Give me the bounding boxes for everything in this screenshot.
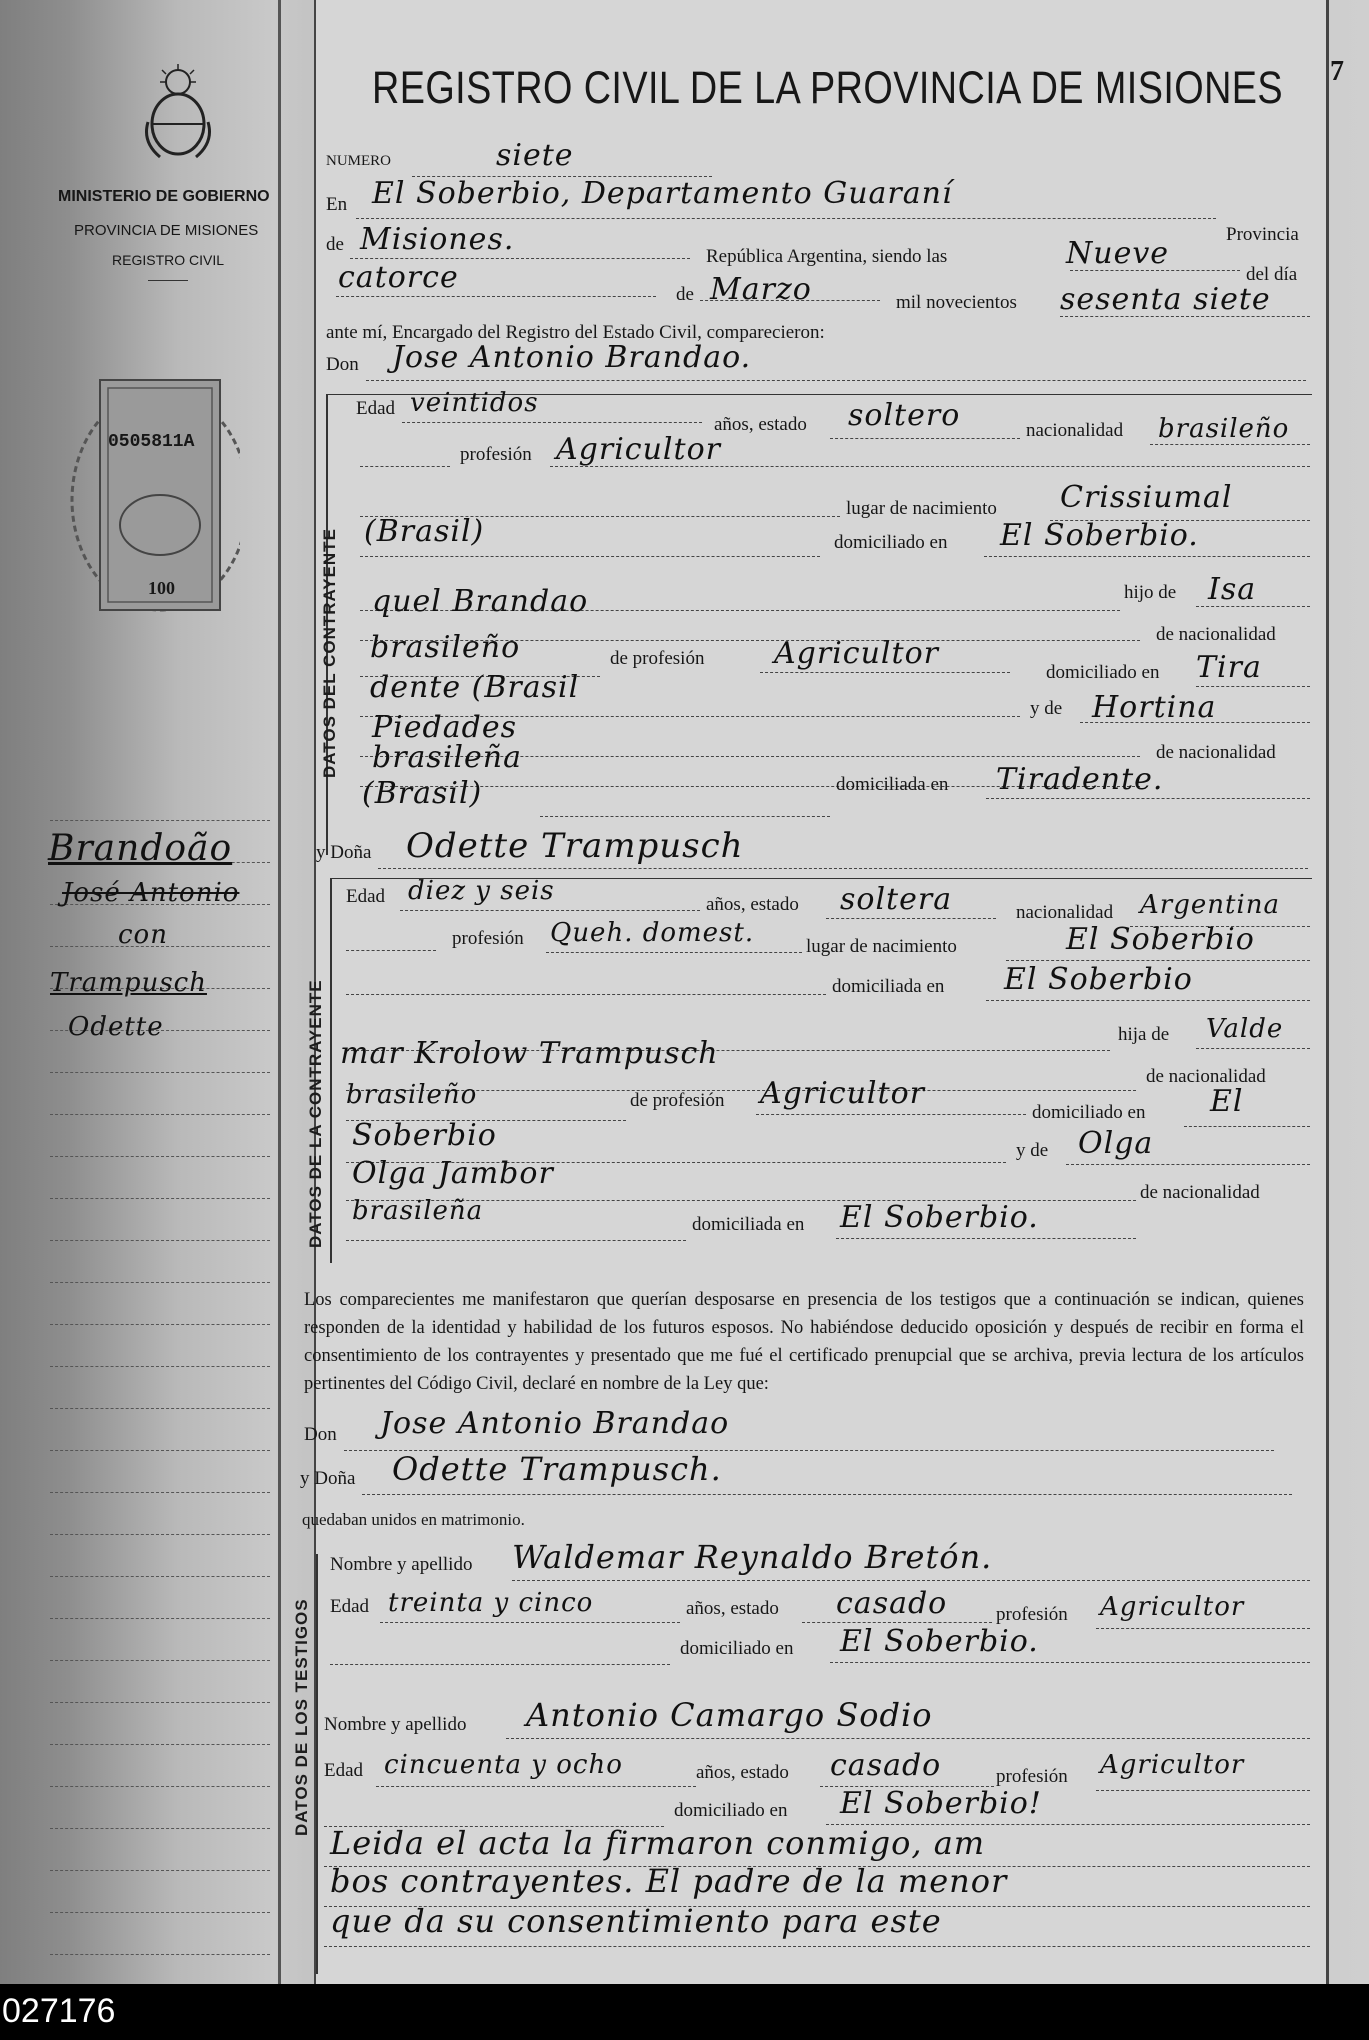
f-prof-label: profesión bbox=[452, 928, 524, 949]
numero-label: NUMERO bbox=[326, 153, 392, 169]
c-madre-nac-value: brasileña bbox=[372, 740, 522, 775]
ministry-label: MINISTERIO DE GOBIERNO bbox=[58, 188, 270, 205]
c-estado-label: años, estado bbox=[714, 414, 807, 435]
contrayente-section-title: DATOS DEL CONTRAYENTE bbox=[320, 528, 339, 778]
t1-prof-label: profesión bbox=[996, 1604, 1068, 1625]
c-padre-nac-label: de nacionalidad bbox=[1156, 624, 1276, 645]
margin-ruled-line bbox=[50, 1534, 270, 1535]
decl-don-label: Don bbox=[304, 1424, 337, 1445]
margin-ruled-line bbox=[50, 1660, 270, 1661]
f-lugar-value: El Soberbio bbox=[1066, 922, 1255, 957]
margin-ruled-line bbox=[50, 1408, 270, 1409]
margin-note-trampusch: Trampusch bbox=[50, 968, 207, 998]
fiscal-stamp bbox=[70, 360, 240, 630]
c-padre-dom-value-2: dente (Brasil bbox=[370, 670, 580, 705]
de-label: de bbox=[326, 234, 344, 255]
coat-of-arms-emblem bbox=[140, 62, 216, 162]
margin-ruled-line bbox=[50, 1828, 270, 1829]
f-madre-nac-value: brasileña bbox=[352, 1196, 484, 1226]
anio-value: sesenta siete bbox=[1060, 282, 1271, 317]
c-dom-value: El Soberbio. bbox=[1000, 518, 1199, 553]
f-estado-value: soltera bbox=[840, 882, 953, 917]
stamp-value: 100 bbox=[148, 578, 175, 598]
f-padre-dom-value-1: El bbox=[1210, 1084, 1244, 1119]
dona-value: Odette Trampusch bbox=[406, 826, 744, 866]
provincia-label: Provincia bbox=[1226, 224, 1299, 245]
c-edad-value: veintidos bbox=[410, 388, 539, 418]
republica-label: República Argentina, siendo las bbox=[706, 246, 948, 267]
page-number: 7 bbox=[1330, 56, 1344, 87]
c-padre-dom-label: domiciliado en bbox=[1046, 662, 1160, 683]
f-y-de-label: y de bbox=[1016, 1140, 1049, 1161]
f-madre-dom-value: El Soberbio. bbox=[840, 1200, 1039, 1235]
f-madre-nac-label: de nacionalidad bbox=[1140, 1182, 1260, 1203]
en-label: En bbox=[326, 194, 348, 215]
c-madre-value-1: Hortina bbox=[1092, 690, 1217, 725]
c-dom-label: domiciliado en bbox=[834, 532, 948, 553]
margin-ruled-line bbox=[50, 1324, 270, 1325]
t1-edad-label: Edad bbox=[330, 1596, 370, 1617]
closing-line-1: Leida el acta la firmaron conmigo, am bbox=[330, 1824, 986, 1862]
t1-dom-value: El Soberbio. bbox=[840, 1624, 1039, 1659]
margin-ruled-line bbox=[50, 1282, 270, 1283]
decl-closing: quedaban unidos en matrimonio. bbox=[302, 1510, 525, 1529]
decl-dona-value: Odette Trampusch. bbox=[392, 1450, 722, 1488]
f-padre-value-2: mar Krolow Trampusch bbox=[340, 1036, 719, 1071]
province-label: PROVINCIA DE MISIONES bbox=[74, 222, 259, 239]
t1-estado-value: casado bbox=[836, 1586, 948, 1621]
t2-estado-value: casado bbox=[830, 1748, 942, 1783]
margin-note-given-names: José Antonio bbox=[62, 878, 240, 908]
dona-label: y Doña bbox=[316, 842, 372, 863]
office-underline bbox=[148, 280, 188, 281]
testigos-section-title: DATOS DE LOS TESTIGOS bbox=[292, 1598, 311, 1836]
f-dom-value: El Soberbio bbox=[1004, 962, 1193, 997]
t2-dom-label: domiciliado en bbox=[674, 1800, 788, 1821]
f-padre-nac-value: brasileño bbox=[346, 1080, 478, 1110]
c-padre-prof-value: Agricultor bbox=[774, 636, 939, 671]
margin-ruled-line bbox=[50, 1492, 270, 1493]
margin-ruled-line bbox=[50, 1072, 270, 1073]
closing-line-3: que da su consentimiento para este bbox=[330, 1902, 942, 1940]
dia-value: catorce bbox=[338, 260, 459, 295]
de-value: Misiones. bbox=[360, 222, 515, 257]
margin-ruled-line bbox=[50, 1240, 270, 1241]
f-padre-nac-label: de nacionalidad bbox=[1146, 1066, 1266, 1087]
t2-edad-value: cincuenta y ocho bbox=[384, 1750, 623, 1780]
footer-id: 027176 bbox=[2, 1992, 116, 2030]
margin-ruled-line bbox=[50, 1114, 270, 1115]
f-padre-value-1: Valde bbox=[1206, 1014, 1284, 1044]
f-padre-prof-label: de profesión bbox=[630, 1090, 725, 1111]
margin-note-con: con bbox=[118, 920, 168, 950]
f-madre-value-1: Olga bbox=[1078, 1126, 1154, 1161]
don-label: Don bbox=[326, 354, 359, 375]
t1-estado-label: años, estado bbox=[686, 1598, 779, 1619]
margin-ruled-line bbox=[50, 1870, 270, 1871]
mes-value: Marzo bbox=[710, 272, 812, 307]
declaration-paragraph: Los comparecientes me manifestaron que querían desposarse en presencia de los testigos que a continuación se indican, quienes responden de la identidad y habilidad de los futuros esposos. No habiéndose deducido oposición y después de recibir en forma el consentimiento de los contrayentes y presentado que me fué el certificado prenupcial que se archiva, previa lectura de los artículos pertinentes del Código Civil, declaré en nombre de la Ley que: bbox=[304, 1290, 1304, 1394]
c-padre-prof-label: de profesión bbox=[610, 648, 705, 669]
c-padre-dom-value-1: Tira bbox=[1196, 650, 1262, 685]
c-nac-label: nacionalidad bbox=[1026, 420, 1124, 441]
f-madre-value-2: Olga Jambor bbox=[352, 1156, 554, 1191]
t1-edad-value: treinta y cinco bbox=[388, 1588, 594, 1618]
f-nac-label: nacionalidad bbox=[1016, 902, 1114, 923]
margin-ruled-line bbox=[50, 1618, 270, 1619]
mil-label: mil novecientos bbox=[896, 292, 1017, 313]
footer-bar bbox=[0, 1984, 1369, 2040]
margin-ruled-line bbox=[50, 1366, 270, 1367]
c-lugar-value: Crissiumal bbox=[1060, 480, 1233, 515]
t2-prof-label: profesión bbox=[996, 1766, 1068, 1787]
f-prof-value: Queh. domest. bbox=[550, 918, 755, 948]
office-label: REGISTRO CIVIL bbox=[112, 252, 225, 268]
f-estado-label: años, estado bbox=[706, 894, 799, 915]
c-estado-value: soltero bbox=[848, 398, 961, 433]
ante-label: ante mí, Encargado del Registro del Estado Civil, comparecieron: bbox=[326, 322, 825, 343]
margin-ruled-line bbox=[50, 1912, 270, 1913]
t2-dom-value: El Soberbio! bbox=[840, 1786, 1042, 1821]
margin-ruled-line bbox=[50, 1744, 270, 1745]
hora-value: Nueve bbox=[1066, 236, 1170, 271]
f-padre-dom-value-2: Soberbio bbox=[352, 1118, 497, 1153]
c-padre-value-2: quel Brandao bbox=[372, 584, 589, 619]
t2-nombre-label: Nombre y apellido bbox=[324, 1714, 467, 1735]
margin-note-surname: Brandoão bbox=[48, 828, 233, 869]
c-padre-value-1: Isa bbox=[1208, 572, 1257, 607]
f-lugar-label: lugar de nacimiento bbox=[806, 936, 957, 957]
margin-ruled-line bbox=[50, 1576, 270, 1577]
c-padre-nac-value: brasileño bbox=[370, 630, 521, 665]
t2-edad-label: Edad bbox=[324, 1760, 364, 1781]
decl-dona-label: y Doña bbox=[300, 1468, 356, 1489]
c-y-de-label: y de bbox=[1030, 698, 1063, 719]
t2-estado-label: años, estado bbox=[696, 1762, 789, 1783]
stamp-serial: 0505811A bbox=[108, 432, 195, 452]
f-edad-label: Edad bbox=[346, 886, 386, 907]
en-value: El Soberbio, Departamento Guaraní bbox=[372, 176, 953, 211]
c-nac-value: brasileño bbox=[1158, 414, 1290, 444]
f-padre-prof-value: Agricultor bbox=[760, 1076, 925, 1111]
del-dia-label: del día bbox=[1246, 264, 1298, 285]
c-edad-label: Edad bbox=[356, 398, 396, 419]
c-lugar-value-2: (Brasil) bbox=[364, 514, 485, 549]
c-prof-label: profesión bbox=[460, 444, 532, 465]
margin-ruled-line bbox=[50, 1954, 270, 1955]
de2-label: de bbox=[676, 284, 694, 305]
c-madre-value-2: Piedades bbox=[372, 710, 517, 745]
margin-ruled-line bbox=[50, 1786, 270, 1787]
margin-ruled-line bbox=[50, 820, 270, 821]
f-dom-label: domiciliada en bbox=[832, 976, 945, 997]
f-padre-dom-label: domiciliado en bbox=[1032, 1102, 1146, 1123]
c-lugar-label: lugar de nacimiento bbox=[846, 498, 997, 519]
registry-title: REGISTRO CIVIL DE LA PROVINCIA DE MISIONES bbox=[372, 62, 1284, 113]
c-madre-dom-value: Tiradente. bbox=[996, 762, 1164, 797]
don-value: Jose Antonio Brandao. bbox=[392, 340, 752, 375]
c-madre-nac-label: de nacionalidad bbox=[1156, 742, 1276, 763]
t1-nombre-label: Nombre y apellido bbox=[330, 1554, 473, 1575]
f-hija-label: hija de bbox=[1118, 1024, 1170, 1045]
closing-line-2: bos contrayentes. El padre de la menor bbox=[330, 1862, 1008, 1900]
decl-don-value: Jose Antonio Brandao bbox=[380, 1406, 730, 1441]
f-edad-value: diez y seis bbox=[408, 876, 555, 906]
f-madre-dom-label: domiciliada en bbox=[692, 1214, 805, 1235]
numero-value: siete bbox=[496, 138, 574, 173]
t2-prof-value: Agricultor bbox=[1100, 1750, 1245, 1780]
f-nac-value: Argentina bbox=[1140, 890, 1280, 920]
contrayenta-section-title: DATOS DE LA CONTRAYENTE bbox=[306, 979, 325, 1248]
t2-nombre-value: Antonio Camargo Sodio bbox=[526, 1696, 933, 1734]
c-prof-value: Agricultor bbox=[556, 432, 721, 467]
c-madre-dom-label: domiciliada en bbox=[836, 774, 949, 795]
margin-ruled-line bbox=[50, 1156, 270, 1157]
c-madre-dom-prefix: (Brasil) bbox=[362, 776, 483, 811]
margin-ruled-line bbox=[50, 1198, 270, 1199]
c-hijo-label: hijo de bbox=[1124, 582, 1177, 603]
margin-note-odette: Odette bbox=[68, 1012, 164, 1042]
margin-ruled-line bbox=[50, 1702, 270, 1703]
t1-prof-value: Agricultor bbox=[1100, 1592, 1245, 1622]
margin-ruled-line bbox=[50, 1450, 270, 1451]
t1-nombre-value: Waldemar Reynaldo Bretón. bbox=[512, 1538, 993, 1576]
t1-dom-label: domiciliado en bbox=[680, 1638, 794, 1659]
